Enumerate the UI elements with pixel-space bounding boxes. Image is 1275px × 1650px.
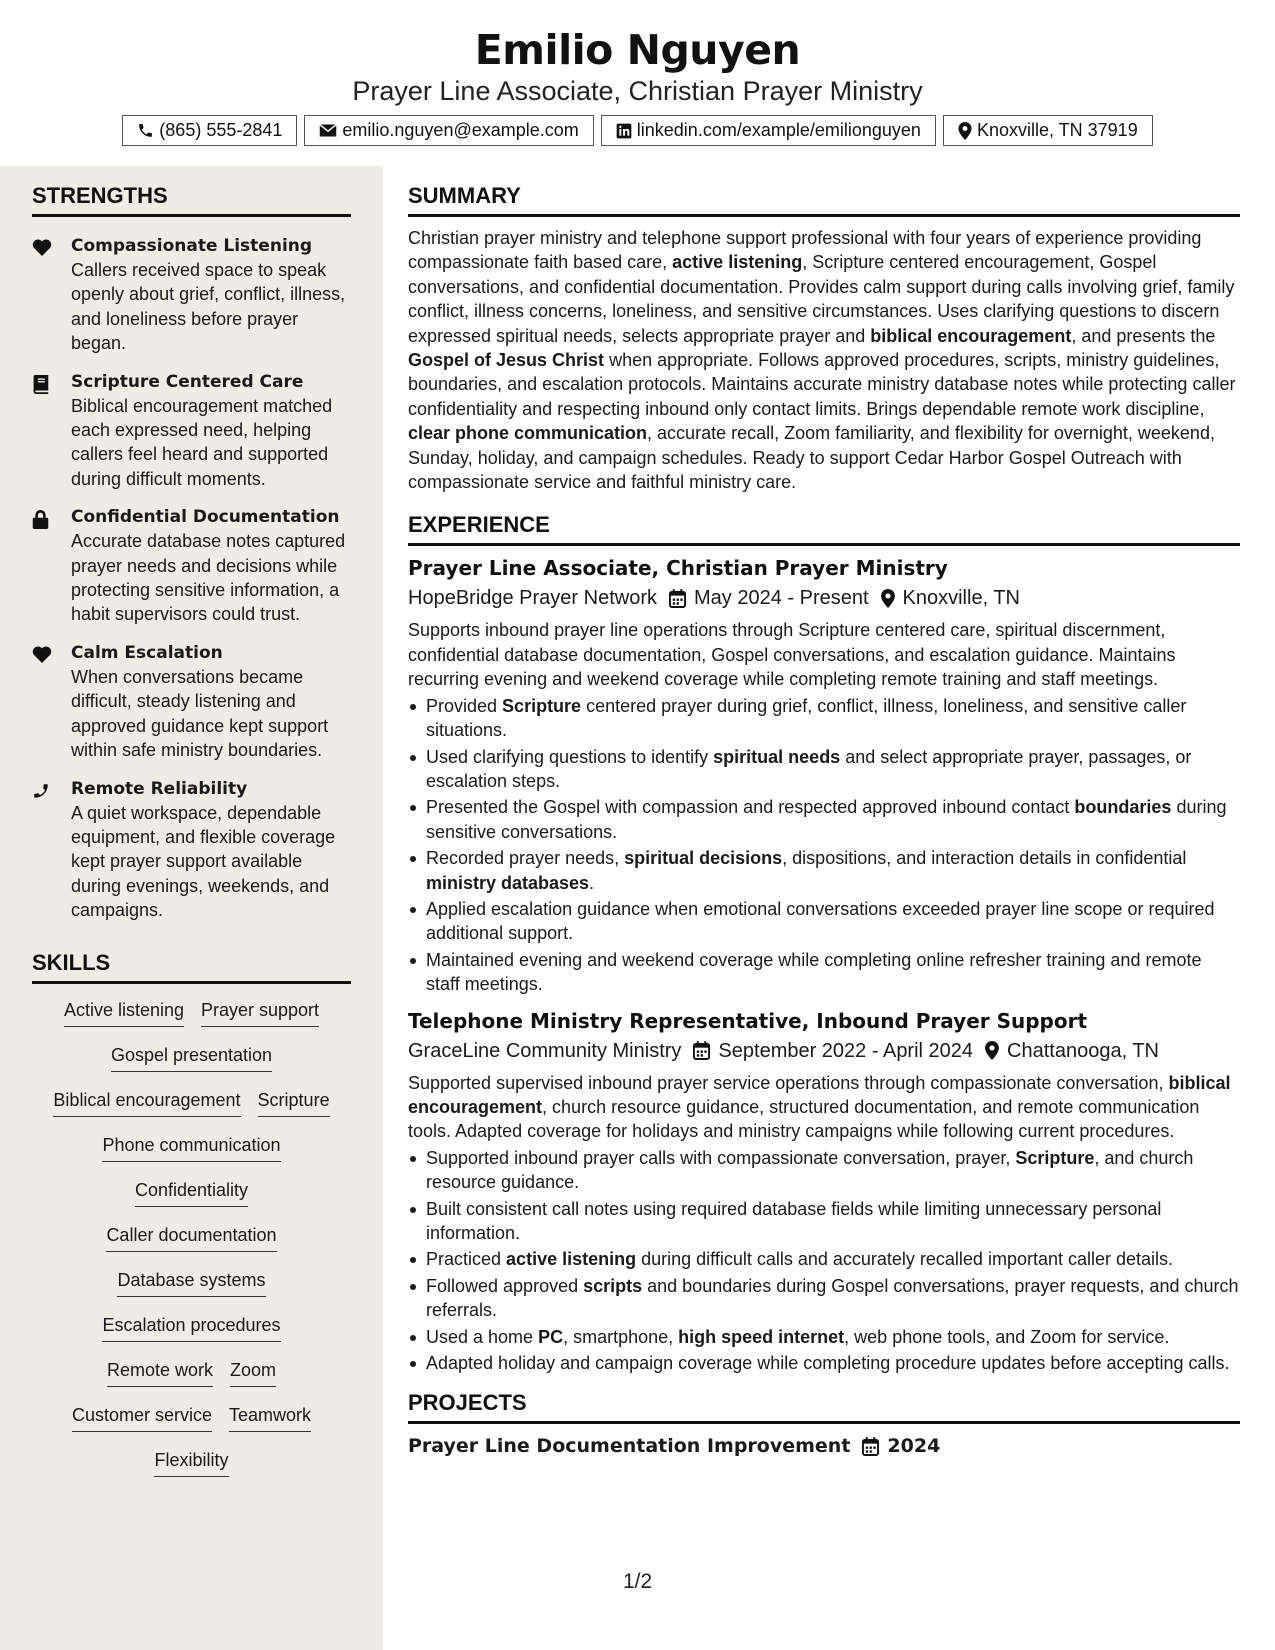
text-run: Supported inbound prayer calls with compassionate conversation, prayer, xyxy=(426,1147,1016,1168)
phone-icon xyxy=(137,122,154,139)
contact-location xyxy=(943,115,1153,146)
skills-row xyxy=(32,1088,351,1133)
strength-text: When conversations became difficult, steady listening and approved guidance kept support within safe ministry boundaries. xyxy=(71,666,329,761)
bullet-item xyxy=(408,795,1240,844)
skill-tag: Active listening xyxy=(64,998,184,1027)
bullet-item xyxy=(408,694,1240,743)
linkedin-icon xyxy=(616,123,632,139)
skill-tag: Biblical encouragement xyxy=(53,1088,240,1117)
skill-tag: Prayer support xyxy=(201,998,319,1027)
text-run: when appropriate. Follows approved procedures, scripts, ministry guidelines, boundaries, and escalation protocols. Maintains accurate ministry database notes while protecting caller confidentiality and respecting inbound only contact limits. Brings dependable remote work discipline, xyxy=(408,350,1236,419)
job-dates: September 2022 - April 2024 xyxy=(718,1039,974,1062)
text-run: Presented the Gospel with compassion and respected approved inbound contact xyxy=(426,797,1075,818)
skill-tag: Customer service xyxy=(72,1403,212,1432)
strength-text: Biblical encouragement matched each expressed need, helping callers feel heard and supported during difficult moments. xyxy=(71,395,333,489)
strength-item xyxy=(32,234,352,356)
text-run: , dispositions, and interaction details in confidential xyxy=(782,848,1187,869)
job-entry xyxy=(408,1007,1240,1376)
bold-keyword: Scripture xyxy=(502,695,582,716)
text-run: , and presents the xyxy=(1071,325,1216,346)
text-run: Adapted holiday and campaign coverage while completing procedure updates before accepting calls. xyxy=(426,1353,1230,1374)
job-entry xyxy=(408,554,1240,996)
job-description xyxy=(408,1071,1240,1144)
text-run: Maintained evening and weekend coverage while completing online refresher training and remote staff meetings. xyxy=(426,949,1202,995)
book-icon xyxy=(32,375,49,394)
job-bullets xyxy=(408,1146,1240,1376)
map-pin-icon xyxy=(985,1041,999,1060)
bold-keyword: biblical encouragement xyxy=(870,325,1072,346)
map-pin-icon xyxy=(958,122,972,140)
text-run: Followed approved xyxy=(426,1275,584,1296)
contact-bar xyxy=(0,115,1275,146)
strength-item xyxy=(32,777,352,923)
skills-row xyxy=(32,1448,351,1493)
text-run: Practiced xyxy=(426,1249,507,1270)
skill-tag: Confidentiality xyxy=(135,1178,248,1207)
text-run: Christian prayer ministry and telephone support professional with four years of experience providing compassionate faith based care, xyxy=(408,228,1202,273)
bold-keyword: PC xyxy=(538,1326,564,1347)
skill-tag: Gospel presentation xyxy=(111,1043,272,1072)
experience-heading: EXPERIENCE xyxy=(408,511,1240,546)
strength-title: Compassionate Listening xyxy=(71,236,313,256)
text-run: , web phone tools, and Zoom for service. xyxy=(844,1326,1170,1347)
bullet-item xyxy=(408,1146,1240,1195)
bullet-item xyxy=(408,846,1240,895)
project-year: 2024 xyxy=(887,1435,941,1458)
page-number: 1/2 xyxy=(623,1570,653,1593)
skills-row xyxy=(32,1223,351,1268)
project-name: Prayer Line Documentation Improvement xyxy=(408,1435,851,1458)
strength-text: Callers received space to speak openly about grief, conflict, illness, and loneliness before prayer began. xyxy=(71,260,346,354)
summary-text xyxy=(408,226,1240,494)
bullet-item xyxy=(408,1274,1240,1323)
skills-row xyxy=(32,1358,351,1403)
skills-row xyxy=(32,1403,351,1448)
text-run: , and church resource guidance. xyxy=(426,1147,1194,1193)
job-description xyxy=(408,618,1240,691)
bullet-item xyxy=(408,1247,1240,1271)
skill-tag: Scripture xyxy=(258,1088,330,1117)
text-run: Supported supervised inbound prayer service operations through compassionate conversation, xyxy=(408,1072,1169,1093)
skills-heading: SKILLS xyxy=(32,949,351,984)
job-meta xyxy=(408,583,1240,613)
bullet-item xyxy=(408,1325,1240,1349)
bold-keyword: clear phone communication xyxy=(408,423,648,444)
bold-keyword: spiritual decisions xyxy=(624,848,783,869)
job-bullets xyxy=(408,694,1240,997)
strength-text: A quiet workspace, dependable equipment, and flexible coverage kept prayer support available during evenings, weekends, and campaigns. xyxy=(71,802,336,921)
text-run: , church resource guidance, structured documentation, and remote communication tools. Adapted coverage for holidays and ministry campaigns while following current procedures. xyxy=(408,1096,1200,1142)
heart-icon xyxy=(32,239,52,256)
candidate-title: Prayer Line Associate, Christian Prayer Ministry xyxy=(352,76,923,106)
bold-keyword: scripts xyxy=(583,1275,643,1296)
skills-list xyxy=(32,998,351,1493)
contact-linkedin[interactable] xyxy=(601,115,936,146)
bullet-item xyxy=(408,897,1240,946)
bold-keyword: active listening xyxy=(672,252,803,273)
skill-tag: Caller documentation xyxy=(106,1223,276,1252)
skills-row xyxy=(32,1268,351,1313)
strengths-heading: STRENGTHS xyxy=(32,182,351,217)
skills-row xyxy=(32,998,351,1043)
project-entry xyxy=(408,1432,1240,1460)
job-dates: May 2024 - Present xyxy=(694,587,869,610)
text-run: Built consistent call notes using required database fields while limiting unnecessary personal information. xyxy=(426,1198,1162,1243)
sidebar xyxy=(0,166,383,1650)
text-run: centered prayer during grief, conflict, illness, loneliness, and sensitive caller situations. xyxy=(426,695,1187,741)
bold-keyword: high speed internet xyxy=(678,1326,845,1347)
text-run: Provided xyxy=(426,695,503,716)
skill-tag: Zoom xyxy=(230,1358,276,1387)
bold-keyword: spiritual needs xyxy=(713,746,841,767)
bold-keyword: biblical encouragement xyxy=(408,1072,1231,1117)
main-column xyxy=(408,166,1240,1460)
bullet-item xyxy=(408,948,1240,997)
text-run: during sensitive conversations. xyxy=(426,797,1227,842)
job-location: Chattanooga, TN xyxy=(1007,1039,1159,1062)
contact-location-text: Knoxville, TN 37919 xyxy=(976,120,1138,140)
summary-heading: SUMMARY xyxy=(408,182,1240,217)
contact-phone[interactable] xyxy=(122,115,297,146)
job-company: GraceLine Community Ministry xyxy=(408,1039,682,1062)
skill-tag: Remote work xyxy=(107,1358,213,1387)
text-run: Applied escalation guidance when emotional conversations exceeded prayer line scope or required additional support. xyxy=(426,898,1215,944)
job-company: HopeBridge Prayer Network xyxy=(408,587,657,610)
calendar-icon xyxy=(693,1041,710,1060)
bold-keyword: Scripture xyxy=(1015,1147,1095,1168)
skill-tag: Teamwork xyxy=(229,1403,311,1432)
candidate-name: Emilio Nguyen xyxy=(474,26,801,74)
text-run: during difficult calls and accurately recalled important caller details. xyxy=(636,1249,1174,1270)
text-run: , smartphone, xyxy=(563,1326,679,1347)
strength-title: Calm Escalation xyxy=(71,642,223,663)
phone-icon xyxy=(32,782,50,800)
job-role: Prayer Line Associate, Christian Prayer Ministry xyxy=(408,556,948,581)
strength-title: Scripture Centered Care xyxy=(71,371,304,392)
job-role: Telephone Ministry Representative, Inbound Prayer Support xyxy=(408,1008,1088,1033)
strength-item xyxy=(32,505,352,627)
skill-tag: Flexibility xyxy=(154,1448,228,1477)
contact-email-text: emilio.nguyen@example.com xyxy=(342,120,579,140)
bullet-item xyxy=(408,1197,1240,1246)
skills-row xyxy=(32,1178,351,1223)
contact-linkedin-text: linkedin.com/example/emilionguyen xyxy=(636,120,921,140)
text-run: Used clarifying questions to identify xyxy=(426,746,714,767)
skills-row xyxy=(32,1133,351,1178)
job-meta xyxy=(408,1036,1240,1066)
bullet-item xyxy=(408,745,1240,794)
contact-email[interactable] xyxy=(304,115,593,146)
envelope-icon xyxy=(319,123,337,138)
strength-title: Confidential Documentation xyxy=(71,507,340,528)
job-location: Knoxville, TN xyxy=(902,587,1020,610)
strengths-list xyxy=(0,234,383,923)
heart-icon xyxy=(32,646,52,663)
strength-item xyxy=(32,641,352,763)
text-run: Supports inbound prayer line operations through Scripture centered care, spiritual discernment, confidential database documentation, Gospel conversations, and escalation guidance. Maintains recurring evening and weekend coverage while completing remote training and staff meetings. xyxy=(408,620,1176,690)
text-run: , accurate recall, Zoom familiarity, and flexibility for overnight, weekend, Sunday, holiday, and campaign schedules. Ready to support Cedar Harbor Gospel Outreach with compassionate service and faithful ministry care. xyxy=(408,423,1215,493)
strength-title: Remote Reliability xyxy=(71,778,248,799)
strength-item xyxy=(32,370,352,492)
skill-tag: Escalation procedures xyxy=(102,1313,280,1342)
projects-heading: PROJECTS xyxy=(408,1389,1240,1424)
text-run: Used a home xyxy=(426,1326,539,1347)
text-run: and boundaries during Gospel conversations, prayer requests, and church referrals. xyxy=(426,1275,1239,1321)
resume-header xyxy=(0,0,1275,166)
skills-row xyxy=(32,1313,351,1358)
text-run: , Scripture centered encouragement, Gospel conversations, and confidential documentation. Provides calm support during calls involving grief, family conflict, illness concerns, loneliness, and sensitive circumstances. Uses clarifying questions to discern expressed spiritual needs, selects appropriate prayer and xyxy=(408,252,1235,346)
strength-text: Accurate database notes captured prayer needs and decisions while protecting sensitive information, a habit supervisors could trust. xyxy=(71,531,346,625)
bold-keyword: active listening xyxy=(506,1249,637,1270)
bullet-item xyxy=(408,1351,1240,1375)
bold-keyword: ministry databases xyxy=(426,872,590,893)
calendar-icon xyxy=(669,589,686,608)
skill-tag: Database systems xyxy=(117,1268,265,1297)
skill-tag: Phone communication xyxy=(102,1133,280,1162)
text-run: and select appropriate prayer, passages, or escalation steps. xyxy=(426,746,1192,791)
bold-keyword: Gospel of Jesus Christ xyxy=(408,350,605,371)
contact-phone-text: (865) 555-2841 xyxy=(159,120,283,140)
calendar-icon xyxy=(862,1437,879,1456)
skills-row xyxy=(32,1043,351,1088)
text-run: . xyxy=(589,872,595,893)
map-pin-icon xyxy=(881,589,895,608)
lock-icon xyxy=(32,510,49,529)
bold-keyword: boundaries xyxy=(1074,797,1172,818)
text-run: Recorded prayer needs, xyxy=(426,848,625,869)
